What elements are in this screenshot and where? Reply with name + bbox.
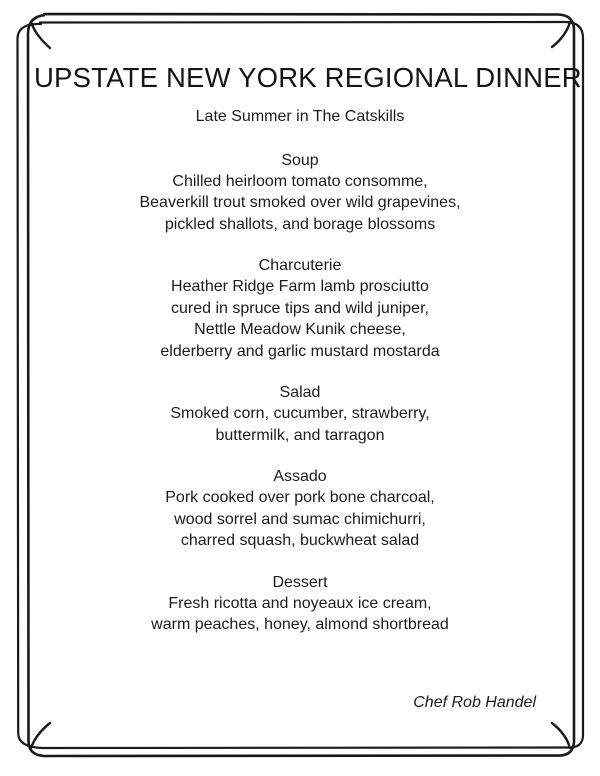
course-section: [34, 572, 566, 636]
course-description-line: Chilled heirloom tomato consomme,: [172, 172, 428, 190]
course-description-line: pickled shallots, and borage blossoms: [164, 215, 436, 233]
course-description-line: Beaverkill trout smoked over wild grapevines,: [139, 194, 461, 212]
course-description: [34, 487, 566, 552]
course-description: [34, 276, 566, 362]
course-description-line: cured in spruce tips and wild juniper,: [171, 299, 429, 317]
course-name: Soup: [281, 151, 319, 169]
course-description-line: wood sorrel and sumac chimichurri,: [174, 510, 426, 528]
course-name: Salad: [279, 384, 321, 402]
course-section: [34, 150, 566, 236]
course-description-line: Fresh ricotta and noyeaux ice cream,: [168, 594, 432, 612]
course-name: Dessert: [272, 573, 328, 591]
page-title: UPSTATE NEW YORK REGIONAL DINNER: [34, 62, 582, 93]
menu-content: [34, 30, 582, 730]
course-description: [34, 403, 566, 446]
course-description: [34, 171, 566, 236]
course-section: [34, 382, 566, 446]
signature-row: [34, 694, 566, 730]
course-description-line: elderberry and garlic mustard mostarda: [160, 342, 440, 360]
course-description: [34, 593, 566, 636]
course-name: Charcuterie: [258, 257, 342, 275]
course-description-line: warm peaches, honey, almond shortbread: [151, 616, 449, 634]
course-description-line: Heather Ridge Farm lamb prosciutto: [171, 278, 429, 296]
course-name: Assado: [273, 468, 327, 486]
course-description-line: Pork cooked over pork bone charcoal,: [165, 489, 435, 507]
course-description-line: Nettle Meadow Kunik cheese,: [194, 321, 406, 339]
course-section: [34, 466, 566, 552]
course-description-line: Smoked corn, cucumber, strawberry,: [170, 405, 430, 423]
course-description-line: buttermilk, and tarragon: [215, 426, 385, 444]
course-section: [34, 255, 566, 362]
course-list: [34, 150, 566, 636]
chef-signature: Chef Rob Handel: [413, 694, 536, 711]
course-description-line: charred squash, buckwheat salad: [180, 532, 420, 550]
page-subtitle: Late Summer in The Catskills: [195, 107, 405, 125]
